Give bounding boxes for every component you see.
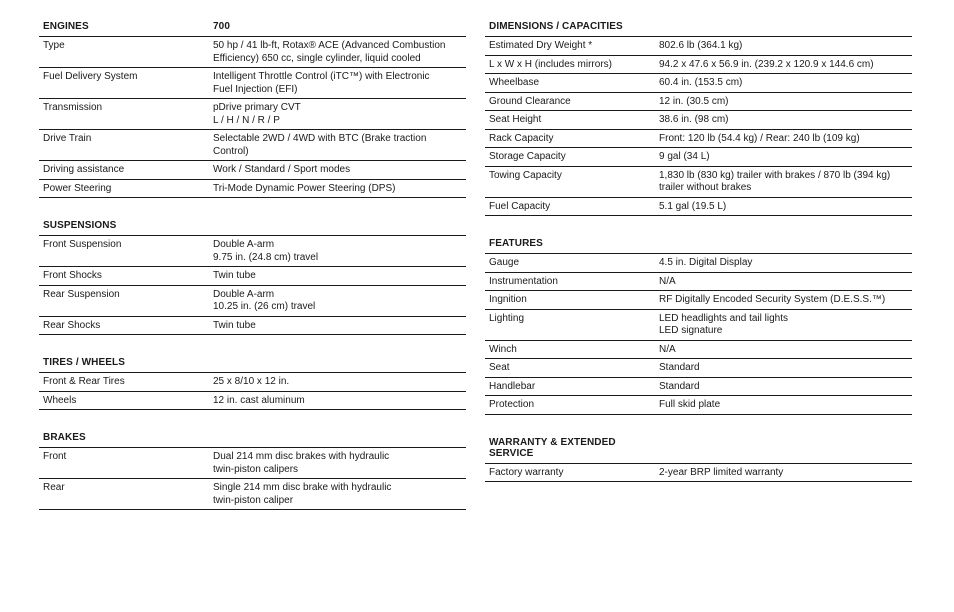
spec-value: 50 hp / 41 lb-ft, Rotax® ACE (Advanced Combustion Efficiency) 650 cc, single cylinder, liquid cooled	[213, 40, 446, 64]
spec-row	[485, 254, 912, 273]
section-dimensions-capacities	[485, 16, 912, 216]
spec-value: Work / Standard / Sport modes	[213, 164, 351, 175]
spec-row	[485, 310, 912, 341]
spec-value: 60.4 in. (153.5 cm)	[659, 77, 743, 88]
section-header	[485, 16, 912, 37]
spec-row	[485, 291, 912, 310]
spec-label: Seat	[489, 362, 510, 373]
section-title: DIMENSIONS / CAPACITIES	[489, 21, 623, 32]
spec-value: 802.6 lb (364.1 kg)	[659, 40, 743, 51]
spec-label: Protection	[489, 399, 535, 410]
spec-label: Seat Height	[489, 114, 542, 125]
section-engines	[39, 16, 466, 198]
spec-row	[485, 341, 912, 360]
left-spec-column	[39, 16, 466, 527]
spec-value: 12 in. cast aluminum	[213, 394, 305, 406]
spec-value: 94.2 x 47.6 x 56.9 in. (239.2 x 120.9 x 144.6 cm)	[659, 58, 874, 70]
spec-value: 2-year BRP limited warranty	[659, 466, 784, 478]
spec-row	[485, 378, 912, 397]
spec-value: 9 gal (34 L)	[659, 151, 710, 162]
section-header	[39, 352, 466, 373]
spec-value: Full skid plate	[659, 399, 721, 410]
spec-row	[485, 111, 912, 130]
spec-row	[39, 267, 466, 286]
spec-value: 12 in. (30.5 cm)	[659, 95, 729, 107]
spec-row	[39, 479, 466, 510]
spec-label: Wheelbase	[489, 77, 540, 88]
spec-value: N/A	[659, 343, 676, 355]
spec-row	[485, 198, 912, 217]
section-title: WARRANTY & EXTENDED SERVICE	[489, 436, 616, 459]
spec-value: LED headlights and tail lights LED signature	[659, 312, 788, 336]
section-column-heading: 700	[213, 21, 230, 32]
spec-row	[39, 68, 466, 99]
spec-row	[485, 464, 912, 483]
spec-value: pDrive primary CVT L / H / N / R / P	[213, 102, 301, 126]
spec-value: Intelligent Throttle Control (iTC™) with Electronic Fuel Injection (EFI)	[213, 71, 430, 95]
spec-label: Front Suspension	[43, 239, 122, 250]
spec-row	[39, 161, 466, 180]
spec-label: Driving assistance	[43, 164, 125, 175]
spec-label: Rear Suspension	[43, 288, 120, 300]
section-tires-wheels	[39, 352, 466, 410]
spec-label: Ingnition	[489, 294, 527, 305]
spec-row	[485, 359, 912, 378]
spec-label: Drive Train	[43, 133, 92, 144]
section-brakes	[39, 427, 466, 510]
spec-row	[485, 56, 912, 75]
spec-value: 38.6 in. (98 cm)	[659, 114, 729, 125]
spec-row	[39, 317, 466, 336]
spec-label: Power Steering	[43, 182, 112, 194]
spec-row	[39, 286, 466, 317]
spec-row	[485, 74, 912, 93]
spec-value: 4.5 in. Digital Display	[659, 257, 753, 268]
spec-label: Front & Rear Tires	[43, 376, 125, 387]
spec-row	[39, 180, 466, 199]
spec-label: Fuel Capacity	[489, 200, 551, 212]
spec-value: 25 x 8/10 x 12 in.	[213, 376, 290, 387]
spec-value: Double A-arm 10.25 in. (26 cm) travel	[213, 288, 316, 312]
spec-value: 5.1 gal (19.5 L)	[659, 200, 727, 212]
spec-row	[39, 37, 466, 68]
spec-value: Single 214 mm disc brake with hydraulic twin-piston caliper	[213, 482, 392, 506]
right-spec-column	[485, 16, 912, 499]
spec-label: Transmission	[43, 102, 103, 113]
section-header	[485, 432, 912, 464]
spec-value: Dual 214 mm disc brakes with hydraulic twin-piston calipers	[213, 451, 390, 475]
spec-value: Twin tube	[213, 270, 256, 281]
spec-label: Rack Capacity	[489, 132, 554, 144]
spec-label: Ground Clearance	[489, 95, 571, 107]
spec-label: Wheels	[43, 394, 77, 406]
spec-label: Front Shocks	[43, 270, 102, 281]
spec-row	[39, 392, 466, 411]
section-header	[39, 427, 466, 448]
spec-row	[485, 396, 912, 415]
spec-value: Front: 120 lb (54.4 kg) / Rear: 240 lb (109 kg)	[659, 132, 860, 144]
spec-value: 1,830 lb (830 kg) trailer with brakes / 870 lb (394 kg) trailer without brakes	[659, 169, 891, 193]
spec-row	[39, 373, 466, 392]
spec-value: Double A-arm 9.75 in. (24.8 cm) travel	[213, 239, 319, 263]
spec-label: Fuel Delivery System	[43, 71, 138, 82]
spec-row	[485, 37, 912, 56]
spec-row	[485, 130, 912, 149]
section-header	[485, 233, 912, 254]
section-header	[39, 215, 466, 236]
section-title: FEATURES	[489, 238, 543, 249]
section-header	[39, 16, 466, 37]
spec-value: Twin tube	[213, 319, 256, 331]
spec-label: L x W x H (includes mirrors)	[489, 58, 612, 70]
spec-row	[485, 273, 912, 292]
spec-label: Winch	[489, 343, 517, 355]
spec-row	[485, 93, 912, 112]
spec-row	[39, 99, 466, 130]
section-warranty-extended-service	[485, 432, 912, 483]
spec-label: Rear Shocks	[43, 319, 101, 331]
spec-label: Front	[43, 451, 67, 462]
section-title: TIRES / WHEELS	[43, 357, 125, 368]
spec-label: Instrumentation	[489, 275, 558, 287]
spec-label: Towing Capacity	[489, 169, 562, 181]
spec-label: Rear	[43, 482, 65, 493]
spec-label: Gauge	[489, 257, 520, 268]
section-title: SUSPENSIONS	[43, 220, 117, 231]
spec-row	[485, 148, 912, 167]
spec-row	[485, 167, 912, 198]
section-suspensions	[39, 215, 466, 335]
spec-label: Handlebar	[489, 380, 536, 392]
spec-value: Standard	[659, 380, 700, 392]
spec-value: Standard	[659, 362, 700, 373]
spec-value: Tri-Mode Dynamic Power Steering (DPS)	[213, 182, 396, 194]
spec-label: Factory warranty	[489, 466, 564, 478]
section-title: ENGINES	[43, 21, 89, 32]
spec-value: RF Digitally Encoded Security System (D.E.S.S.™)	[659, 294, 886, 305]
spec-value: N/A	[659, 275, 676, 287]
section-features	[485, 233, 912, 415]
spec-row	[39, 236, 466, 267]
spec-row	[39, 130, 466, 161]
spec-label: Estimated Dry Weight *	[489, 40, 593, 51]
spec-row	[39, 448, 466, 479]
spec-value: Selectable 2WD / 4WD with BTC (Brake traction Control)	[213, 133, 427, 157]
spec-label: Lighting	[489, 312, 525, 324]
spec-label: Storage Capacity	[489, 151, 566, 162]
section-title: BRAKES	[43, 432, 86, 443]
spec-label: Type	[43, 40, 65, 51]
